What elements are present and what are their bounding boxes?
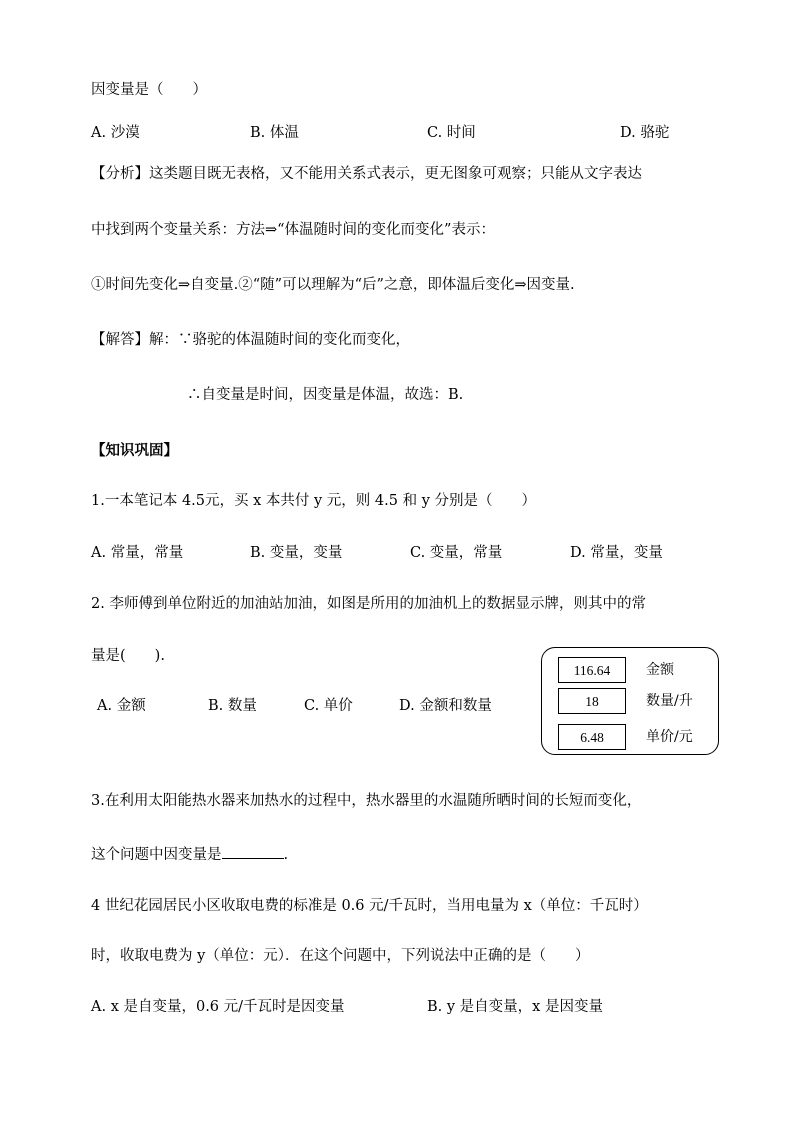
display-amount-value: 116.64 (558, 657, 626, 683)
q3-stem-prefix: 这个问题中因变量是 (91, 847, 222, 863)
answer-line-2: ∴自变量是时间，因变量是体温，故选：B. (187, 387, 464, 403)
display-amount-label: 金额 (646, 662, 674, 678)
option-b: B. 体温 (250, 125, 299, 141)
display-quantity-label: 数量/升 (646, 693, 693, 709)
display-price-label: 单价/元 (646, 729, 693, 745)
q2-stem-line-2: 量是( ). (91, 648, 165, 664)
q1-option-b: B. 变量，变量 (250, 545, 343, 561)
q2-option-b: B. 数量 (208, 698, 257, 714)
option-a: A. 沙漠 (91, 125, 140, 141)
q3-stem-line-1: 3.在利用太阳能热水器来加热水的过程中，热水器里的水温随所晒时间的长短而变化， (91, 793, 642, 809)
display-price-value: 6.48 (558, 724, 626, 750)
q3-stem-suffix: . (283, 847, 289, 863)
q4-option-b: B. y 是自变量，x 是因变量 (427, 999, 603, 1015)
q1-option-a: A. 常量，常量 (91, 545, 184, 561)
q4-stem-line-1: 4 世纪花园居民小区收取电费的标准是 0.6 元/千瓦时，当用电量为 x（单位：千瓦时） (91, 898, 648, 914)
analysis-line-1: 【分析】这类题目既无表格，又不能用关系式表示，更无图象可观察；只能从文字表达 (91, 166, 642, 182)
q2-option-d: D. 金额和数量 (399, 698, 492, 714)
q2-option-a: A. 金额 (97, 698, 146, 714)
option-c: C. 时间 (427, 125, 476, 141)
option-d: D. 骆驼 (620, 125, 670, 141)
q2-option-c: C. 单价 (304, 698, 353, 714)
fuel-display-panel (541, 647, 719, 755)
q4-option-a: A. x 是自变量，0.6 元/千瓦时是因变量 (91, 999, 345, 1015)
q4-stem-line-2: 时，收取电费为 y（单位：元）．在这个问题中，下列说法中正确的是（ ） (91, 948, 590, 964)
answer-blank[interactable] (222, 844, 284, 859)
analysis-line-2: 中找到两个变量关系：方法⇒“体温随时间的变化而变化”表示： (91, 222, 495, 238)
q1-option-c: C. 变量，常量 (410, 545, 503, 561)
section-title: 【知识巩固】 (91, 442, 178, 459)
question-stem-tail: 因变量是（ ） (91, 82, 207, 98)
q1-option-d: D. 常量，变量 (570, 545, 663, 561)
display-quantity-value: 18 (558, 688, 626, 714)
answer-line-1: 【解答】解：∵骆驼的体温随时间的变化而变化， (91, 332, 410, 348)
analysis-line-3: ①时间先变化⇒自变量.②“随”可以理解为“后”之意，即体温后变化⇒因变量. (91, 277, 575, 293)
q1-stem: 1.一本笔记本 4.5元，买 x 本共付 y 元，则 4.5 和 y 分别是（ ） (91, 493, 536, 509)
q3-stem-line-2 (91, 844, 288, 865)
q2-stem-line-1: 2. 李师傅到单位附近的加油站加油，如图是所用的加油机上的数据显示牌，则其中的常 (91, 596, 646, 612)
